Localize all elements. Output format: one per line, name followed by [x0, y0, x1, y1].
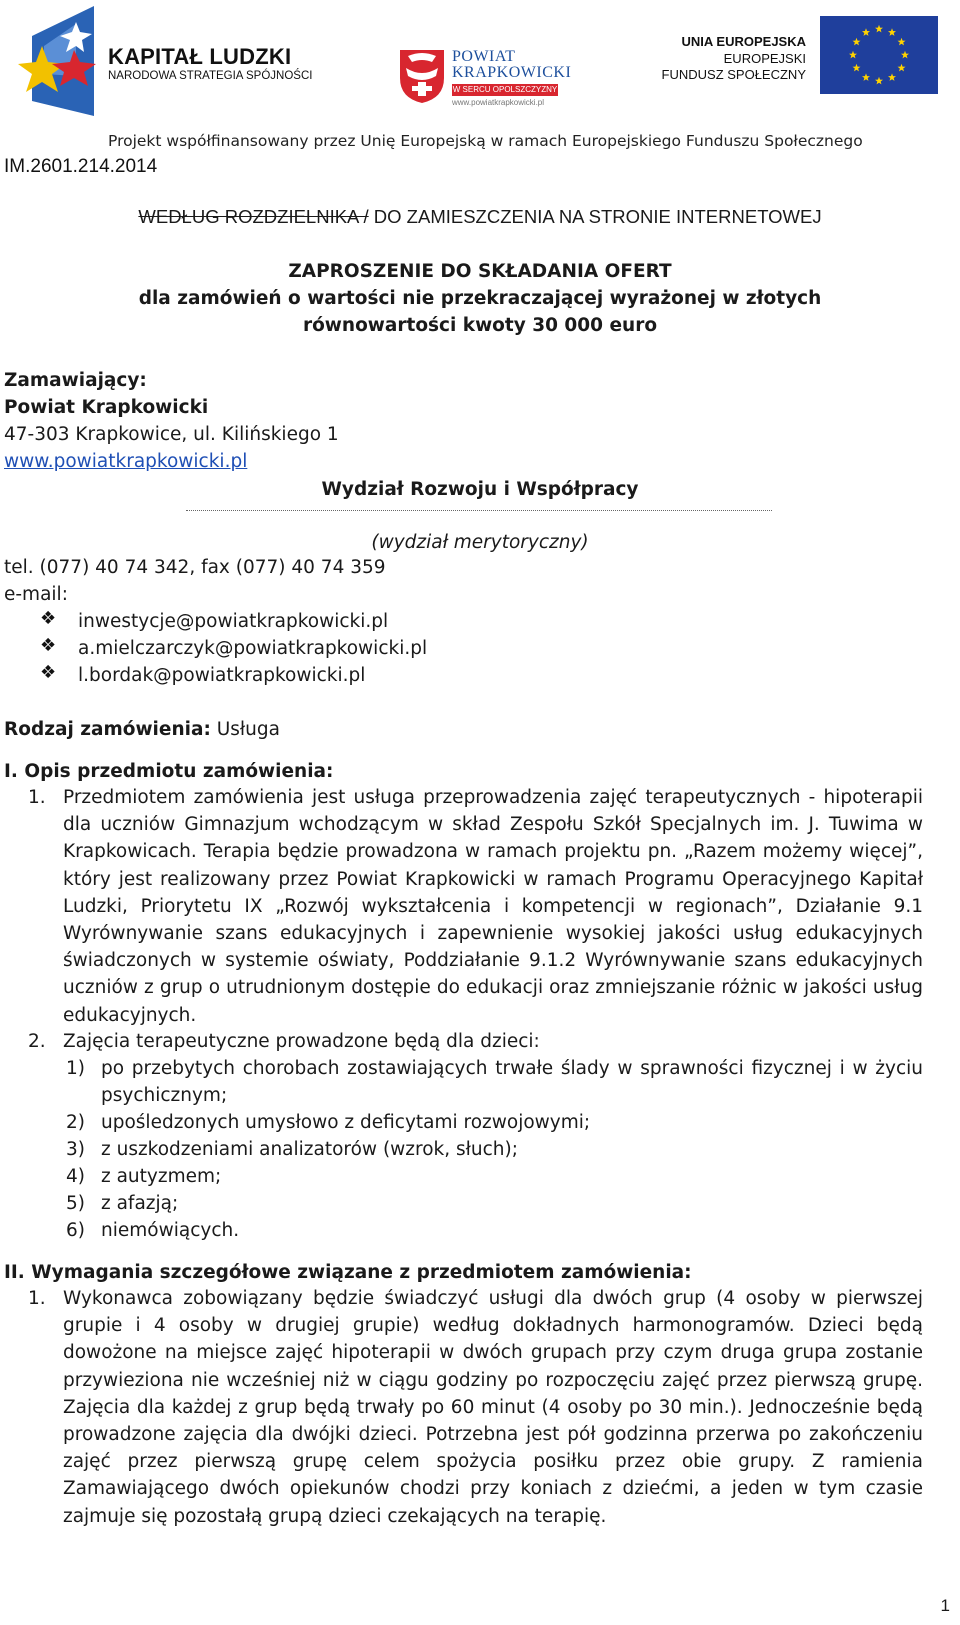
kapital-ludzki-logo	[14, 6, 110, 116]
reference-number: IM.2601.214.2014	[4, 156, 158, 177]
contracting-name: Powiat Krapkowicki	[4, 397, 209, 418]
invitation-title: ZAPROSZENIE DO SKŁADANIA OFERT	[288, 261, 672, 282]
kapital-ludzki-subtitle: NARODOWA STRATEGIA SPÓJNOŚCI	[108, 70, 313, 82]
sublist-number: 5)	[66, 1193, 85, 1214]
sublist-item: z afazją;	[101, 1193, 179, 1214]
email-label: e-mail:	[4, 584, 68, 605]
sublist-number: 1)	[66, 1058, 85, 1079]
email-item[interactable]: l.bordak@powiatkrapkowicki.pl	[78, 665, 366, 686]
list-number: 1.	[28, 1288, 46, 1309]
section-2-item-1: Wykonawca zobowiązany będzie świadczyć usługi dla dwóch grup (4 osoby w pierwszej grupie i 4 osoby w drugiej grupie) według dokładnych harmonogramów. Dzieci będą dowożone na miejsce zajęć hipoterapii w dwóch grupach przy czym druga grupa zostanie przywieziona nie wcześniej niż w ciągu godziny po rozpoczęciu zajęć przez pierwszą grupę. Zajęcia dla każdej z grup będą trwały po 60 minut (4 osoby po 30 min.). Jednocześnie będą prowadzone zajęcia dla dwójki dzieci. Potrzebna jest pół godzinna przerwa po zakończeniu zajęć przez pierwszą grupę celem spożycia posiłku przez obie grupy. Z ramienia Zamawiającego dwóch opiekunów chodzi przy koniach z dziećmi, a jeden w tym czasie zajmuje się pozostałą grupą dzieci czekających na terapię.	[63, 1288, 923, 1527]
sublist-number: 2)	[66, 1112, 85, 1133]
sublist-number: 6)	[66, 1220, 85, 1241]
section-1-item-2: Zajęcia terapeutyczne prowadzone będą dla dzieci:	[63, 1031, 540, 1052]
sublist-item: z uszkodzeniami analizatorów (wzrok, słuch);	[101, 1139, 518, 1160]
powiat-logo-url: www.powiatkrapkowicki.pl	[452, 98, 545, 107]
eu-fund-line2: FUNDUSZ SPOŁECZNY	[661, 67, 806, 82]
order-type	[4, 716, 280, 743]
distribution-rest: DO ZAMIESZCZENIA NA STRONIE INTERNETOWEJ	[368, 206, 822, 227]
distribution-struck: WEDŁUG ROZDZIELNIKA /	[138, 206, 369, 227]
sublist-item: z autyzmem;	[101, 1166, 222, 1187]
powiat-name-line1: POWIAT	[452, 48, 516, 65]
cofinancing-note: Projekt współfinansowany przez Unię Europejską w ramach Europejskiego Funduszu Społecznego	[108, 132, 863, 150]
eu-fund-line1: EUROPEJSKI	[723, 51, 806, 66]
section-1-item-1: Przedmiotem zamówienia jest usługa przeprowadzenia zajęć terapeutycznych - hipoterapii dla uczniów Gimnazjum wchodzącym w skład Zespołu Szkół Specjalnych im. J. Tuwima w Krapkowicach. Terapia będzie prowadzona w ramach projektu pn. „Razem możemy więcej”, który jest realizowany przez Powiat Krapkowicki w ramach Programu Operacyjnego Kapitał Ludzki, Priorytetu IX „Rozwój wykształcenia i kompetencji w regionach”, Działanie 9.1 Wyrównywanie szans edukacyjnych i zapewnienie wysokiej jakości usług edukacyjnych świadczonych w systemie oświaty, Poddziałanie 9.1.2 Wyrównywanie szans edukacyjnych uczniów z grup o utrudnionym dostępie do edukacji oraz zmniejszanie różnic w jakości usług edukacyjnych.	[63, 787, 923, 1026]
sublist-number: 4)	[66, 1166, 85, 1187]
invitation-subtitle-line2: równowartości kwoty 30 000 euro	[302, 315, 658, 336]
invitation-subtitle-line1: dla zamówień o wartości nie przekraczającej wyrażonej w złotych	[138, 288, 822, 309]
eu-name: UNIA EUROPEJSKA	[681, 34, 806, 49]
diamond-bullet-icon: ❖	[40, 635, 57, 655]
distribution-line	[0, 206, 960, 228]
section-2-heading: II. Wymagania szczegółowe związane z przedmiotem zamówienia:	[4, 1262, 692, 1283]
sublist-item: upośledzonych umysłowo z deficytami rozwojowymi;	[101, 1112, 591, 1133]
sublist-item: niemówiących.	[101, 1220, 240, 1241]
contracting-label: Zamawiający:	[4, 370, 147, 391]
website-link[interactable]: www.powiatkrapkowicki.pl	[4, 451, 248, 472]
list-number: 1.	[28, 787, 46, 808]
powiat-tagline: W SERCU OPOLSZCZYZNY	[452, 85, 558, 94]
sublist-item: po przebytych chorobach zostawiających trwałe ślady w sprawności fizycznej i w życiu psychicznym;	[101, 1058, 923, 1107]
contracting-address: 47-303 Krapkowice, ul. Kilińskiego 1	[4, 424, 339, 445]
kapital-ludzki-title: KAPITAŁ LUDZKI	[108, 44, 292, 69]
eu-flag-icon	[820, 16, 938, 94]
dotted-line	[186, 510, 772, 511]
page-number: 1	[940, 1596, 950, 1615]
phone-fax: tel. (077) 40 74 342, fax (077) 40 74 359	[4, 557, 386, 578]
order-type-value: Usługa	[210, 719, 280, 740]
powiat-name-line2: KRAPKOWICKI	[452, 64, 572, 81]
section-1-heading: I. Opis przedmiotu zamówienia:	[4, 761, 334, 782]
sublist-number: 3)	[66, 1139, 85, 1160]
department-note: (wydział merytoryczny)	[371, 532, 589, 553]
email-item[interactable]: a.mielczarczyk@powiatkrapkowicki.pl	[78, 638, 428, 659]
email-item[interactable]: inwestycje@powiatkrapkowicki.pl	[78, 611, 389, 632]
list-number: 2.	[28, 1031, 46, 1052]
department-name: Wydział Rozwoju i Współpracy	[321, 479, 639, 500]
diamond-bullet-icon: ❖	[40, 608, 57, 628]
powiat-crest-icon	[398, 48, 446, 104]
diamond-bullet-icon: ❖	[40, 662, 57, 682]
order-type-label: Rodzaj zamówienia:	[4, 719, 211, 740]
